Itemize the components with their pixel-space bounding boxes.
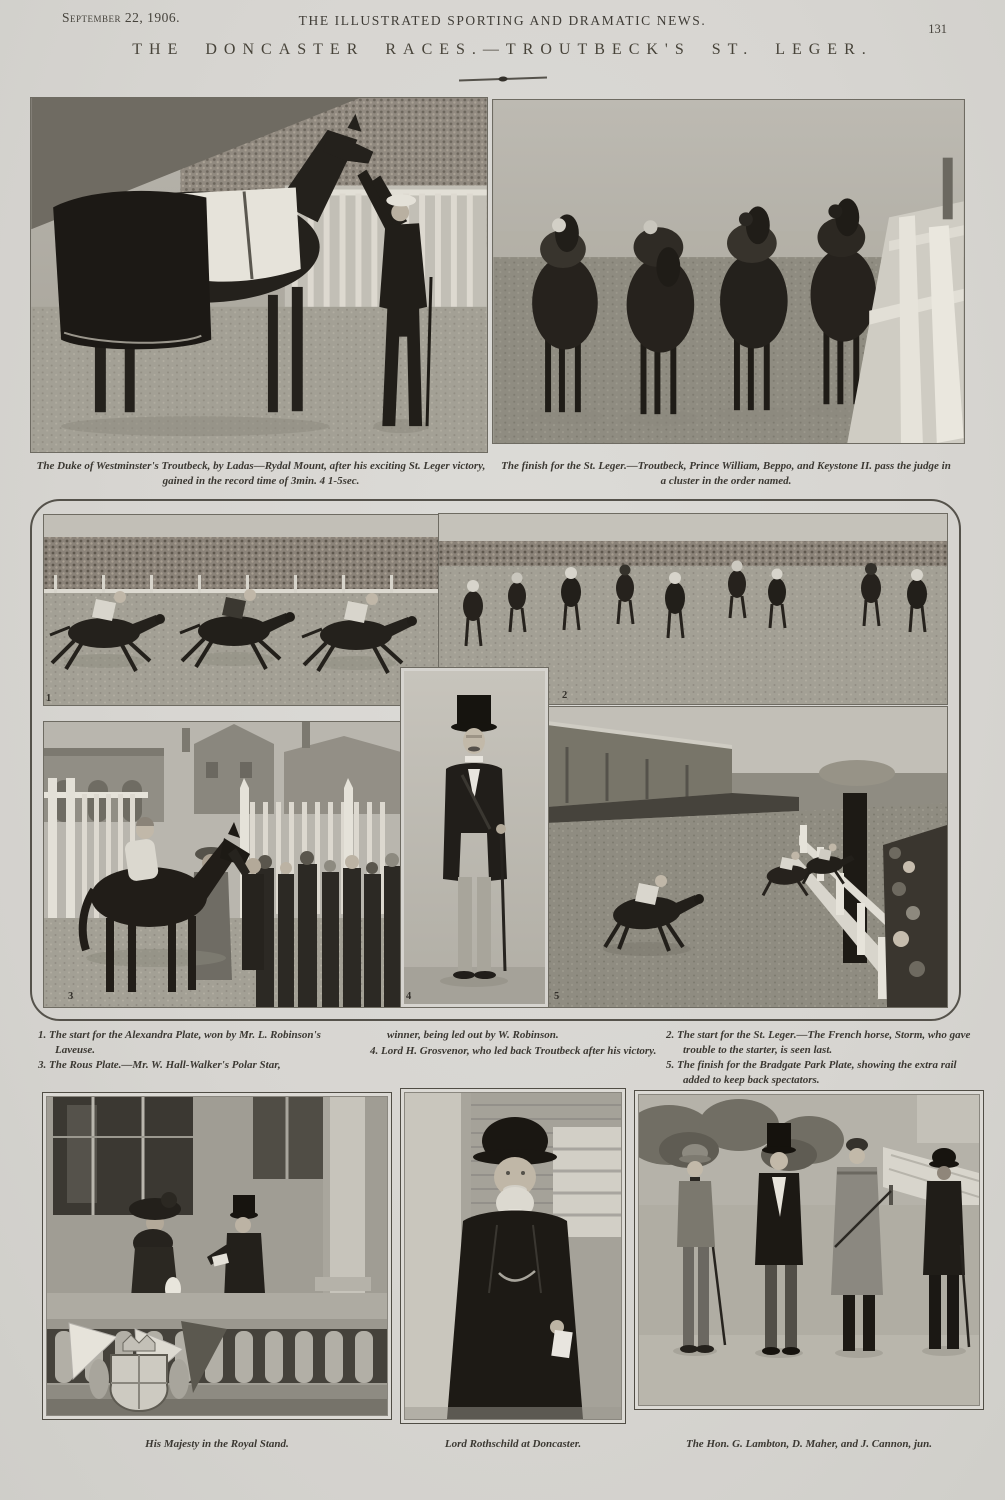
photo-bradgate-park-plate <box>547 707 947 1007</box>
hindquarter-rug <box>53 191 211 349</box>
jockey-cap <box>643 220 657 234</box>
caption-lambton-group: The Hon. G. Lambton, D. Maher, and J. Cannon, jun. <box>685 1438 933 1450</box>
montage-label-1: 1 <box>46 693 52 704</box>
caption-finish: The finish for the St. Leger.—Troutbeck, Prince William, Beppo, and Keystone II. pass the judge in a cluster in the order named. <box>501 460 951 487</box>
numbered-caption-5: 5. The finish for the Bradgate Park Plate, showing the extra rail added to keep back spectators. <box>666 1059 957 1086</box>
paddock-group-illustration <box>639 1095 979 1405</box>
numbered-caption-4: 4. Lord H. Grosvenor, who led back Troutbeck after his victory. <box>370 1044 657 1057</box>
finish-illustration <box>493 100 964 443</box>
photo-rous-plate-polar-star <box>44 722 401 1007</box>
montage-frame <box>30 499 961 1021</box>
jockey-silks-dark <box>222 597 246 619</box>
caption-column-2 <box>370 1028 665 1059</box>
photo-lord-rothschild <box>400 1088 626 1424</box>
issue-date: September 22, 1906. <box>62 10 181 25</box>
montage-label-5: 5 <box>554 991 560 1002</box>
page-title: THE DONCASTER RACES.—TROUTBECK'S ST. LEGER. <box>132 41 873 58</box>
publication-title: THE ILLUSTRATED SPORTING AND DRAMATIC NEWS. <box>298 13 707 28</box>
jockey-silks <box>344 601 368 623</box>
photo-troutbeck-paraded <box>30 97 488 453</box>
long-overcoat <box>831 1167 883 1295</box>
montage-label-3: 3 <box>68 991 74 1002</box>
jockey-silks <box>92 599 116 621</box>
jockey <box>124 838 159 882</box>
title-divider <box>458 76 546 81</box>
photo-lord-grosvenor <box>401 668 548 1007</box>
numbered-caption-2: 2. The start for the St. Leger.—The French horse, Storm, who gave trouble to the starter, is seen last. <box>666 1029 971 1056</box>
caption-column-3 <box>666 1028 982 1088</box>
paper-in-hand <box>551 1330 572 1358</box>
photo-royal-stand <box>42 1092 392 1420</box>
numbered-caption-1: 1. The start for the Alexandra Plate, won by Mr. L. Robinson's Laveuse. <box>38 1029 321 1056</box>
jockey-cap-dark <box>828 204 842 218</box>
caption-rothschild: Lord Rothschild at Doncaster. <box>444 1438 582 1450</box>
rothschild-portrait-illustration <box>405 1093 621 1419</box>
photo-lambton-maher-cannon <box>634 1090 984 1410</box>
rous-plate-illustration <box>44 722 401 1007</box>
bradgate-finish-illustration <box>547 707 947 1007</box>
photo-alexandra-plate-start <box>44 515 438 705</box>
jockey-cap-dark <box>739 212 753 226</box>
photo-st-leger-finish <box>492 99 965 444</box>
montage-label-2: 2 <box>562 690 568 701</box>
jockey-cap <box>552 218 566 232</box>
alexandra-start-illustration <box>44 515 438 705</box>
numbered-caption-3: 3. The Rous Plate.—Mr. W. Hall-Walker's Polar Star, <box>38 1059 281 1072</box>
troutbeck-illustration <box>31 98 487 452</box>
divider-dot-icon <box>498 76 507 81</box>
grosvenor-portrait-illustration <box>404 671 545 1004</box>
royal-stand-illustration <box>47 1097 387 1415</box>
caption-column-1 <box>38 1028 358 1074</box>
caption-troutbeck: The Duke of Westminster's Troutbeck, by Ladas—Rydal Mount, after his exciting St. Leger victory, gained in the record time of 3min. 4 1-5sec. <box>36 460 486 487</box>
long-coat <box>447 1211 583 1420</box>
montage-label-4: 4 <box>406 991 412 1002</box>
caption-continuation: winner, being led out by W. Robinson. <box>387 1029 559 1041</box>
page-number: 131 <box>928 22 947 36</box>
spectators-beyond-rail <box>883 825 947 1007</box>
jockey-silks <box>635 883 659 905</box>
caption-royal-stand: His Majesty in the Royal Stand. <box>145 1438 289 1450</box>
